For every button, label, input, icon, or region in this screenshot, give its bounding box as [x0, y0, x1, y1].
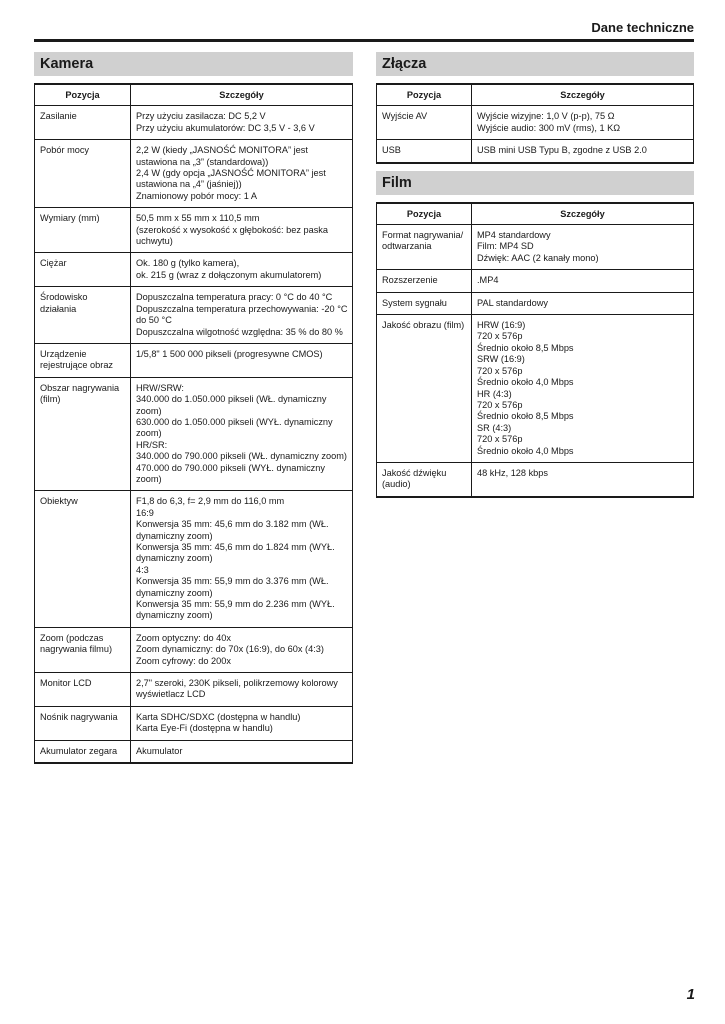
detail-line: 720 x 576p	[477, 434, 523, 445]
row-label: Format nagrywania/ odtwarzania	[377, 225, 472, 270]
detail-line: HR/SR:	[136, 439, 168, 450]
detail-line: Przy użyciu zasilacza: DC 5,2 V	[136, 111, 266, 122]
row-details	[472, 140, 694, 163]
detail-line: Średnio około 8,5 Mbps	[477, 411, 574, 422]
detail-line: HRW/SRW:	[136, 382, 184, 393]
detail-line: Średnio około 4,0 Mbps	[477, 377, 574, 388]
spec-rows	[35, 106, 353, 763]
row-label: Ciężar	[35, 253, 131, 287]
row-label: Jakość dźwięku (audio)	[377, 462, 472, 496]
detail-line: Wyjście wizyjne: 1,0 V (p-p), 75 Ω	[477, 111, 615, 122]
right-column	[376, 52, 694, 505]
detail-line: Dźwięk: AAC (2 kanały mono)	[477, 252, 599, 263]
detail-line: Dopuszczalna temperatura pracy: 0 °C do 40 °C	[136, 292, 333, 303]
row-details	[131, 491, 353, 627]
spec-table-zlacza	[376, 83, 694, 164]
row-label: Środowisko działania	[35, 287, 131, 344]
table-row	[377, 106, 694, 140]
row-details	[131, 740, 353, 763]
column-header-position: Pozycja	[35, 84, 131, 106]
detail-line: .MP4	[477, 275, 499, 286]
detail-line: HR (4:3)	[477, 388, 512, 399]
row-details	[131, 287, 353, 344]
detail-line: ok. 215 g (wraz z dołączonym akumulatorem)	[136, 269, 322, 280]
row-label: USB	[377, 140, 472, 163]
table-row	[35, 253, 353, 287]
column-header-position: Pozycja	[377, 84, 472, 106]
table-row	[35, 740, 353, 763]
detail-line: Karta SDHC/SDXC (dostępna w handlu)	[136, 711, 301, 722]
detail-line: 720 x 576p	[477, 331, 523, 342]
detail-line: Karta Eye-Fi (dostępna w handlu)	[136, 723, 273, 734]
page-header-title: Dane techniczne	[591, 20, 694, 35]
table-row	[35, 343, 353, 377]
row-details	[472, 292, 694, 314]
detail-line: F1,8 do 6,3, f= 2,9 mm do 116,0 mm	[136, 496, 285, 507]
column-header-details: Szczegóły	[131, 84, 353, 106]
row-label: Nośnik nagrywania	[35, 706, 131, 740]
row-label: Rozszerzenie	[377, 270, 472, 292]
detail-line: Akumulator	[136, 745, 183, 756]
detail-line: (szerokość x wysokość x głębokość: bez paska uchwytu)	[136, 224, 328, 247]
detail-line: 720 x 576p	[477, 399, 523, 410]
table-row	[35, 106, 353, 140]
detail-line: HRW (16:9)	[477, 320, 526, 331]
table-row	[35, 673, 353, 707]
row-details	[131, 106, 353, 140]
detail-line: SR (4:3)	[477, 422, 512, 433]
row-label: System sygnału	[377, 292, 472, 314]
page-number: 1	[686, 986, 695, 1003]
section-title-film: Film	[376, 171, 694, 195]
row-details	[472, 106, 694, 140]
detail-line: Ok. 180 g (tylko kamera),	[136, 258, 240, 269]
table-row	[377, 270, 694, 292]
left-column	[34, 52, 353, 771]
row-details	[472, 225, 694, 270]
row-label: Urządzenie rejestrujące obraz	[35, 343, 131, 377]
detail-line: 340.000 do 1.050.000 pikseli (WŁ. dynamiczny zoom)	[136, 394, 327, 416]
row-details	[131, 706, 353, 740]
row-details	[131, 208, 353, 253]
detail-line: 48 kHz, 128 kbps	[477, 467, 548, 478]
table-row	[377, 462, 694, 496]
row-details	[131, 377, 353, 491]
row-label: Jakość obrazu (film)	[377, 315, 472, 463]
detail-line: 720 x 576p	[477, 365, 523, 376]
detail-line: USB mini USB Typu B, zgodne z USB 2.0	[477, 145, 647, 156]
detail-line: Zoom cyfrowy: do 200x	[136, 655, 231, 666]
detail-line: 630.000 do 1.050.000 pikseli (WYŁ. dynamiczny zoom)	[136, 416, 333, 439]
detail-line: Film: MP4 SD	[477, 241, 534, 252]
row-details	[131, 253, 353, 287]
row-details	[472, 315, 694, 463]
table-row	[377, 315, 694, 463]
row-details	[131, 627, 353, 672]
detail-line: Konwersja 35 mm: 45,6 mm do 3.182 mm (WŁ. dynamiczny zoom)	[136, 519, 329, 541]
row-label: Pobór mocy	[35, 140, 131, 208]
detail-line: 4:3	[136, 564, 149, 575]
detail-line: PAL standardowy	[477, 297, 548, 308]
column-header-details: Szczegóły	[472, 84, 694, 106]
row-label: Wyjście AV	[377, 106, 472, 140]
header-rule	[34, 39, 694, 42]
detail-line: 340.000 do 790.000 pikseli (WŁ. dynamiczny zoom)	[136, 451, 347, 462]
row-details	[131, 343, 353, 377]
row-label: Zasilanie	[35, 106, 131, 140]
table-row	[35, 140, 353, 208]
table-row	[377, 225, 694, 270]
detail-line: Konwersja 35 mm: 45,6 mm do 1.824 mm (WYŁ. dynamiczny zoom)	[136, 542, 335, 564]
section-title-kamera: Kamera	[34, 52, 353, 76]
detail-line: Średnio około 8,5 Mbps	[477, 342, 574, 353]
detail-line: Dopuszczalna temperatura przechowywania: -20 °C do 50 °C	[136, 303, 348, 326]
spec-table-kamera	[34, 83, 353, 764]
detail-line: Przy użyciu akumulatorów: DC 3,5 V - 3,6 V	[136, 122, 315, 133]
detail-line: 50,5 mm x 55 mm x 110,5 mm	[136, 213, 260, 224]
detail-line: 2,4 W (gdy opcja „JASNOŚĆ MONITORA” jest ustawiona na „4” (jaśniej))	[136, 168, 326, 190]
detail-line: 2,7" szeroki, 230K pikseli, polikrzemowy kolorowy wyświetlacz LCD	[136, 678, 338, 700]
detail-line: Zoom dynamiczny: do 70x (16:9), do 60x (4:3)	[136, 644, 324, 655]
row-label: Akumulator zegara	[35, 740, 131, 763]
spec-rows	[377, 106, 694, 163]
table-row	[35, 208, 353, 253]
row-label: Monitor LCD	[35, 673, 131, 707]
column-header-position: Pozycja	[377, 203, 472, 225]
row-details	[472, 462, 694, 496]
detail-line: Wyjście audio: 300 mV (rms), 1 KΩ	[477, 122, 621, 133]
detail-line: 470.000 do 790.000 pikseli (WYŁ. dynamiczny zoom)	[136, 462, 325, 484]
section-title-zlacza: Złącza	[376, 52, 694, 76]
detail-line: Znamionowy pobór mocy: 1 A	[136, 190, 258, 201]
spec-table-film	[376, 202, 694, 498]
table-row	[377, 292, 694, 314]
detail-line: 16:9	[136, 507, 154, 518]
table-row	[35, 287, 353, 344]
table-row	[35, 491, 353, 627]
detail-line: Konwersja 35 mm: 55,9 mm do 2.236 mm (WYŁ. dynamiczny zoom)	[136, 599, 335, 621]
detail-line: Średnio około 4,0 Mbps	[477, 445, 574, 456]
table-row	[35, 377, 353, 491]
detail-line: Dopuszczalna wilgotność względna: 35 % do 80 %	[136, 326, 343, 337]
detail-line: Zoom optyczny: do 40x	[136, 632, 231, 643]
detail-line: Konwersja 35 mm: 55,9 mm do 3.376 mm (WŁ. dynamiczny zoom)	[136, 576, 329, 598]
row-details	[472, 270, 694, 292]
column-header-details: Szczegóły	[472, 203, 694, 225]
row-details	[131, 673, 353, 707]
row-label: Obszar nagrywania (film)	[35, 377, 131, 491]
table-row	[377, 140, 694, 163]
row-label: Obiektyw	[35, 491, 131, 627]
detail-line: SRW (16:9)	[477, 354, 525, 365]
detail-line: 2,2 W (kiedy „JASNOŚĆ MONITORA” jest ustawiona na „3” (standardowa))	[136, 145, 308, 167]
row-details	[131, 140, 353, 208]
spec-rows	[377, 225, 694, 497]
detail-line: MP4 standardowy	[477, 230, 551, 241]
detail-line: 1/5,8" 1 500 000 pikseli (progresywne CMOS)	[136, 348, 323, 359]
table-row	[35, 706, 353, 740]
table-row	[35, 627, 353, 672]
row-label: Zoom (podczas nagrywania filmu)	[35, 627, 131, 672]
row-label: Wymiary (mm)	[35, 208, 131, 253]
